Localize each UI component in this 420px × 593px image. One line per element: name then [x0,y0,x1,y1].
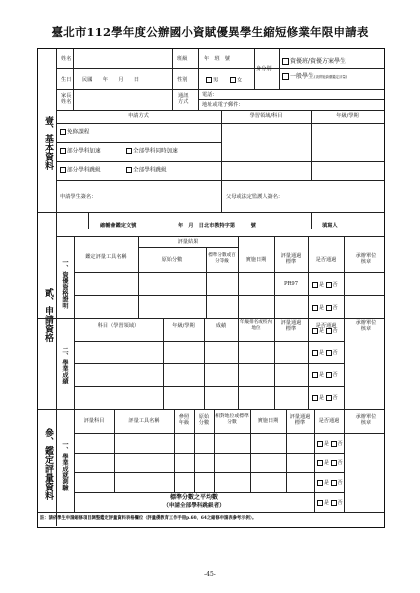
academic-grades-label: 二、學業成績 [61,347,68,385]
score-header: 成績 [215,323,227,329]
method-full-skip-checkbox[interactable]: 全部學科跳級 [126,167,167,174]
date-header: 實施日期 [245,257,267,263]
checkbox-icon [60,148,66,154]
pass-yes-no[interactable]: 是 否 [312,327,338,334]
grade-header: 年級/學期 [336,113,359,119]
rank-header: 年級排名或校內地位 [239,320,273,331]
committee-doc-label: 縮輔會鑑定文號 [100,223,137,229]
pass-yes-no[interactable]: 是 否 [317,459,343,466]
document-title: 臺北市112學年度公辦國小資賦優異學生縮短修業年限申請表 [51,25,369,39]
pass-yes-no[interactable]: 是 否 [317,499,343,506]
checkbox-icon [312,350,318,356]
pass-yes-no[interactable]: 是 否 [317,440,343,447]
raw-score-header: 原始分數 [161,257,183,263]
pass-yes-no[interactable]: 是 否 [312,281,338,288]
gender-male-checkbox[interactable]: 男 [206,77,218,84]
average-score-label: 標準分數之平均數 [169,494,218,501]
pass-yes-no[interactable]: 是 否 [312,371,338,378]
address-label: 地址或電子郵件： [202,102,244,108]
section1-side-label: 壹、基本資料 [43,116,53,170]
checkbox-icon [317,480,323,486]
birth-value: 民國 年 月 日 [82,77,140,83]
grade-semester-header: 年級/學期 [172,323,195,329]
pass-yes-no[interactable]: 是 否 [312,394,338,401]
filler-label: 填寫人 [322,223,338,229]
checkbox-icon [312,305,318,311]
reference-grade-header: 參照年級 [178,414,190,426]
birth-label: 生日 [61,77,72,83]
date-header: 實施日期 [257,418,279,424]
checkbox-icon [282,73,289,80]
checkbox-icon [326,372,332,378]
average-score-sub: （申請全部學科跳級者） [163,503,225,509]
achievement-test-label: 一、學業成就測驗 [61,441,68,491]
test-subject-header: 評量科目 [83,418,105,424]
contact-label: 通訊 方式 [178,93,189,105]
checkbox-icon [230,77,236,83]
checkbox-icon [312,328,318,334]
checkbox-icon [60,129,66,135]
name-field[interactable] [74,50,170,67]
name-label: 姓名 [61,56,72,62]
checkbox-icon [331,460,337,466]
qualification-proof-label: 一、資優資格證明 [61,259,68,309]
pass-yes-no[interactable]: 是 否 [312,304,338,311]
approval-header: 承辦單位核章 [355,253,377,265]
pass-header: 是否通過 [315,257,337,263]
test-tool-header: 評量工具名稱 [128,418,160,424]
checkbox-icon [317,441,323,447]
section2-side-label: 貳、申請資格 [43,288,53,342]
checkbox-icon [126,148,132,154]
gender-female-checkbox[interactable]: 女 [230,77,242,84]
identity-option-general[interactable]: 一般學生(須實施資優鑑定評量) [282,73,347,80]
checkbox-icon [326,282,332,288]
raw-score-header: 原始分數 [198,414,210,426]
pass-standard-header: 評量通過標準 [289,414,311,426]
approval-header: 承辦單位核章 [355,320,377,332]
phone-label: 電話： [202,92,218,98]
page-number: -45- [204,571,216,578]
subject-area-header: 科目（學習領域） [97,323,140,329]
standard-score-header: 標準分數或百分等級 [208,253,236,264]
checkbox-icon [317,460,323,466]
method-full-acceleration-checkbox[interactable]: 全部學科同時加速 [126,148,178,155]
parent-name-label: 家長 姓名 [61,93,72,105]
guardian-signature-label: 父母或法定監護人簽名： [226,194,284,200]
checkbox-icon [331,480,337,486]
pass-header: 是否通過 [315,323,337,329]
checkbox-icon [312,372,318,378]
seat-label: 年 班 號 [204,56,230,62]
checkbox-icon [206,77,212,83]
gender-label: 性別 [177,77,188,83]
result-header: 評量結果 [177,239,199,245]
pass-standard-header: 評量通過標準 [280,253,302,265]
pass-standard-header: 評量通過標準 [280,320,302,332]
pass-yes-no[interactable]: 是 否 [317,479,343,486]
checkbox-icon [312,282,318,288]
footnote: 註：請依學生申請縮修項目調整鑑定評量資料表格欄位（評量優教育工作手冊p.60、64之縮修申請表參考示例）。 [40,516,257,521]
checkbox-icon [331,441,337,447]
checkbox-icon [317,500,323,506]
checkbox-icon [326,305,332,311]
approval-header: 承辦單位核章 [355,414,377,426]
identity-label: 身分別 [256,66,272,72]
student-signature-label: 申請學生簽名： [60,194,97,200]
checkbox-icon [282,58,289,65]
checkbox-icon [126,167,132,173]
pass-yes-no[interactable]: 是 否 [312,349,338,356]
apply-method-header: 申請方式 [128,113,149,119]
pass-header: 是否通過 [318,418,340,424]
identity-option-gifted[interactable]: 資優班/資優方案學生 [282,58,346,65]
relative-standing-header: 相對地位或標準分數 [215,414,249,425]
checkbox-icon [60,167,66,173]
checkbox-icon [326,328,332,334]
tool-name-header: 鑑定評量工具名稱 [85,254,127,260]
section3-side-label: 參、鑑定評量資料 [43,428,53,500]
method-exempt-checkbox[interactable]: 免修課程 [60,129,89,136]
pr-standard: PR97 [284,281,298,287]
method-partial-acceleration-checkbox[interactable]: 部分學科加速 [60,148,101,155]
subject-header: 學習領域/科目 [249,113,283,119]
checkbox-icon [326,395,332,401]
checkbox-icon [312,395,318,401]
class-label: 班級 [177,56,188,62]
checkbox-icon [326,350,332,356]
application-form [37,48,385,528]
committee-doc-date: 年 月 日北市教特字第 號 [178,223,256,229]
checkbox-icon [331,500,337,506]
method-partial-skip-checkbox[interactable]: 部分學科跳級 [60,167,101,174]
